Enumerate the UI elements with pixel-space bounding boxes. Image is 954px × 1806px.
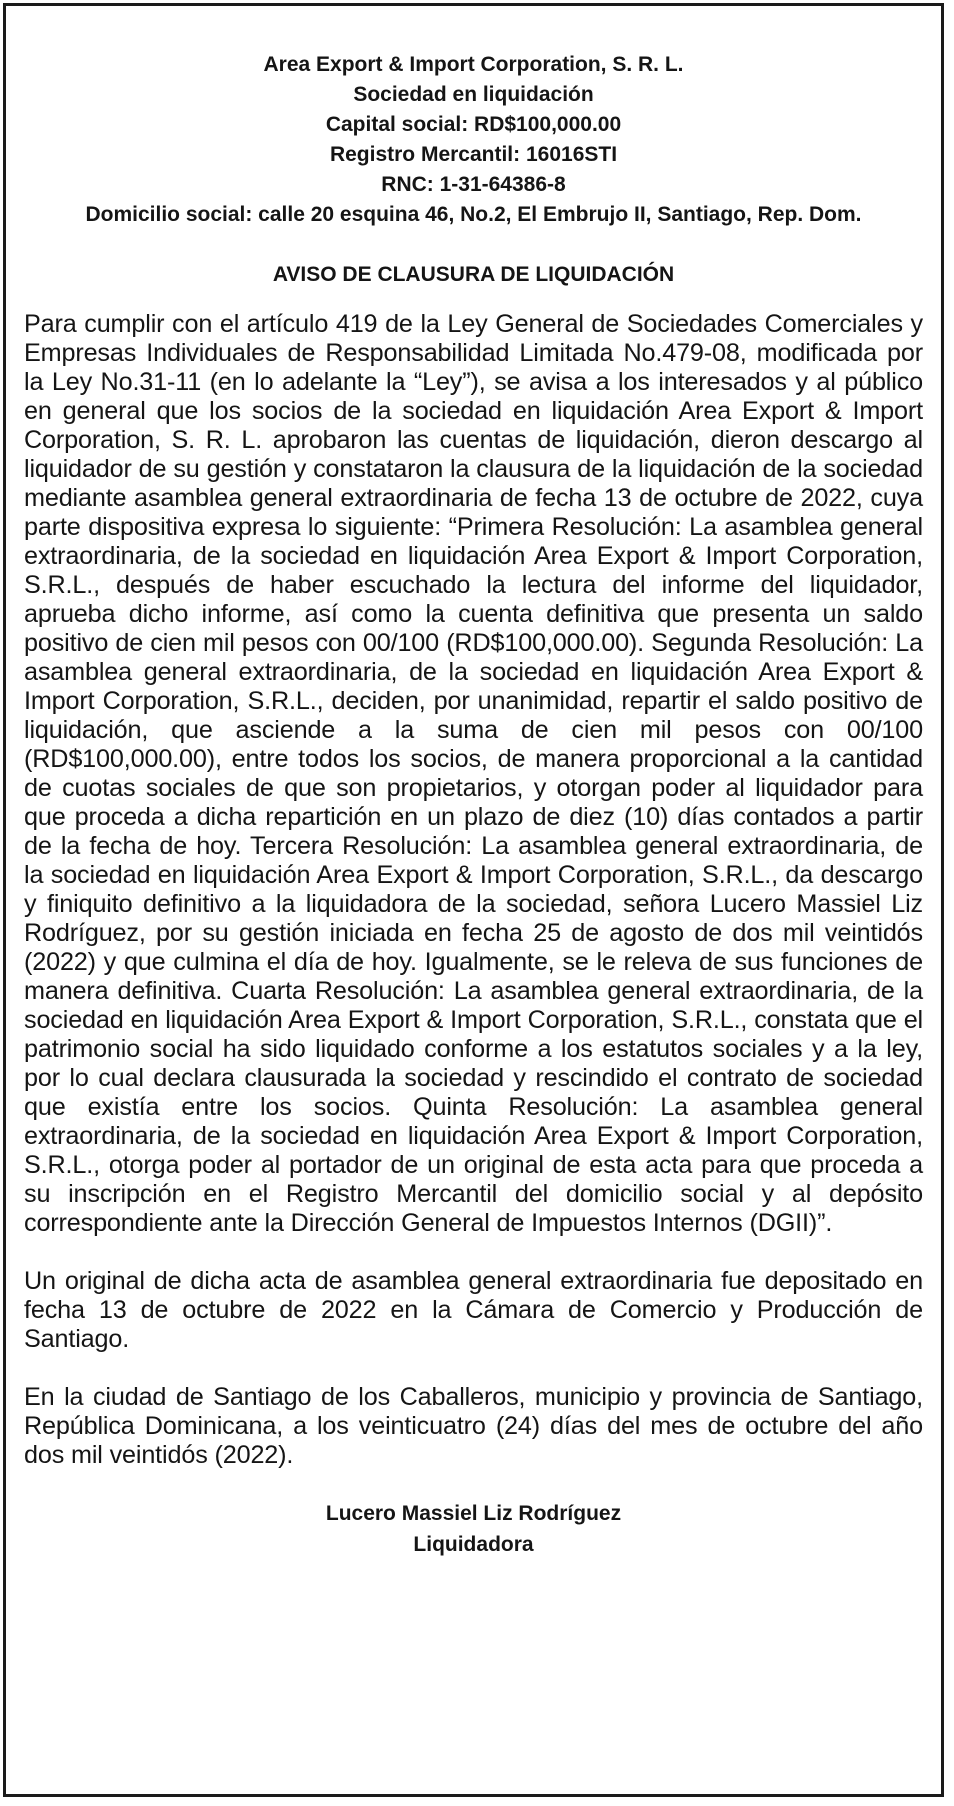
company-name: Area Export & Import Corporation, S. R. L.: [263, 53, 684, 76]
resolution-paragraph: Para cumplir con el artículo 419 de la Ley General de Sociedades Comerciales y Empresas Individuales de Responsabilidad Limitada No.479-08, modificada por la Ley No.31-11 (en lo adelante la “Ley”), se avisa a los interesados y al público en general que los socios de la sociedad en liquidación Area Export & Import Corporation, S. R. L. aprobaron las cuentas de liquidación, dieron descargo al liquidador de su gestión y constataron la clausura de la liquidación de la sociedad mediante asamblea general extraordinaria de fecha 13 de octubre de 2022, cuya parte dispositiva expresa lo siguiente: “Primera Resolución: La asamblea general extraordinaria, de la sociedad en liquidación Area Export & Import Corporation, S.R.L., después de haber escuchado la lectura del informe del liquidador, aprueba dicho informe, así como la cuenta definitiva que presenta un saldo positivo de cien mil pesos con 00/100 (RD$100,000.00). Segunda Resolución: La asamblea general extraordinaria, de la sociedad en liquidación Area Export & Import Corporation, S.R.L., deciden, por unanimidad, repartir el saldo positivo de liquidación, que asciende a la suma de cien mil pesos con 00/100 (RD$100,000.00), entre todos los socios, de manera proporcional a la cantidad de cuotas sociales de que son propietarios, y otorgan poder al liquidador para que proceda a dicha repartición en un plazo de diez (10) días contados a partir de la fecha de hoy. Tercera Resolución: La asamblea general extraordinaria, de la sociedad en liquidación Area Export & Import Corporation, S.R.L., da descargo y finiquito definitivo a la liquidadora de la sociedad, señora Lucero Massiel Liz Rodríguez, por su gestión iniciada en fecha 25 de agosto de dos mil veintidós (2022) y que culmina el día de hoy. Igualmente, se le releva de sus funciones de manera definitiva. Cuarta Resolución: La asamblea general extraordinaria, de la sociedad en liquidación Area Export & Import Corporation, S.R.L., constata que el patrimonio social ha sido liquidado conforme a los estatutos sociales y a la ley, por lo cual declara clausurada la sociedad y rescindido el contrato de sociedad que existía entre los socios. Quinta Resolución: La asamblea general extraordinaria, de la sociedad en liquidación Area Export & Import Corporation, S.R.L., otorga poder al portador de un original de esta acta para que proceda a su inscripción en el Registro Mercantil del domicilio social y al depósito correspondiente ante la Dirección General de Impuestos Internos (DGII)”.: [24, 310, 923, 1237]
deposit-paragraph: Un original de dicha acta de asamblea general extraordinaria fue depositado en fecha 13 de octubre de 2022 en la Cámara de Comercio y Producción de Santiago.: [24, 1267, 923, 1353]
signatory-role: Liquidadora: [413, 1533, 534, 1556]
company-header: [24, 50, 923, 230]
notice-content: [24, 50, 923, 1560]
company-address: Domicilio social: calle 20 esquina 46, No.2, El Embrujo II, Santiago, Rep. Dom.: [85, 203, 862, 226]
signature-block: [24, 1498, 923, 1560]
notice-frame: [3, 3, 944, 1797]
company-rnc: RNC: 1-31-64386-8: [381, 173, 566, 196]
notice-title: AVISO DE CLAUSURA DE LIQUIDACIÓN: [272, 263, 675, 286]
company-capital: Capital social: RD$100,000.00: [325, 113, 622, 136]
place-date-paragraph: En la ciudad de Santiago de los Caballeros, municipio y provincia de Santiago, República Dominicana, a los veinticuatro (24) días del mes de octubre del año dos mil veintidós (2022).: [24, 1383, 923, 1469]
company-registry: Registro Mercantil: 16016STI: [329, 143, 618, 166]
company-status: Sociedad en liquidación: [353, 83, 594, 106]
signatory-name: Lucero Massiel Liz Rodríguez: [325, 1502, 622, 1525]
